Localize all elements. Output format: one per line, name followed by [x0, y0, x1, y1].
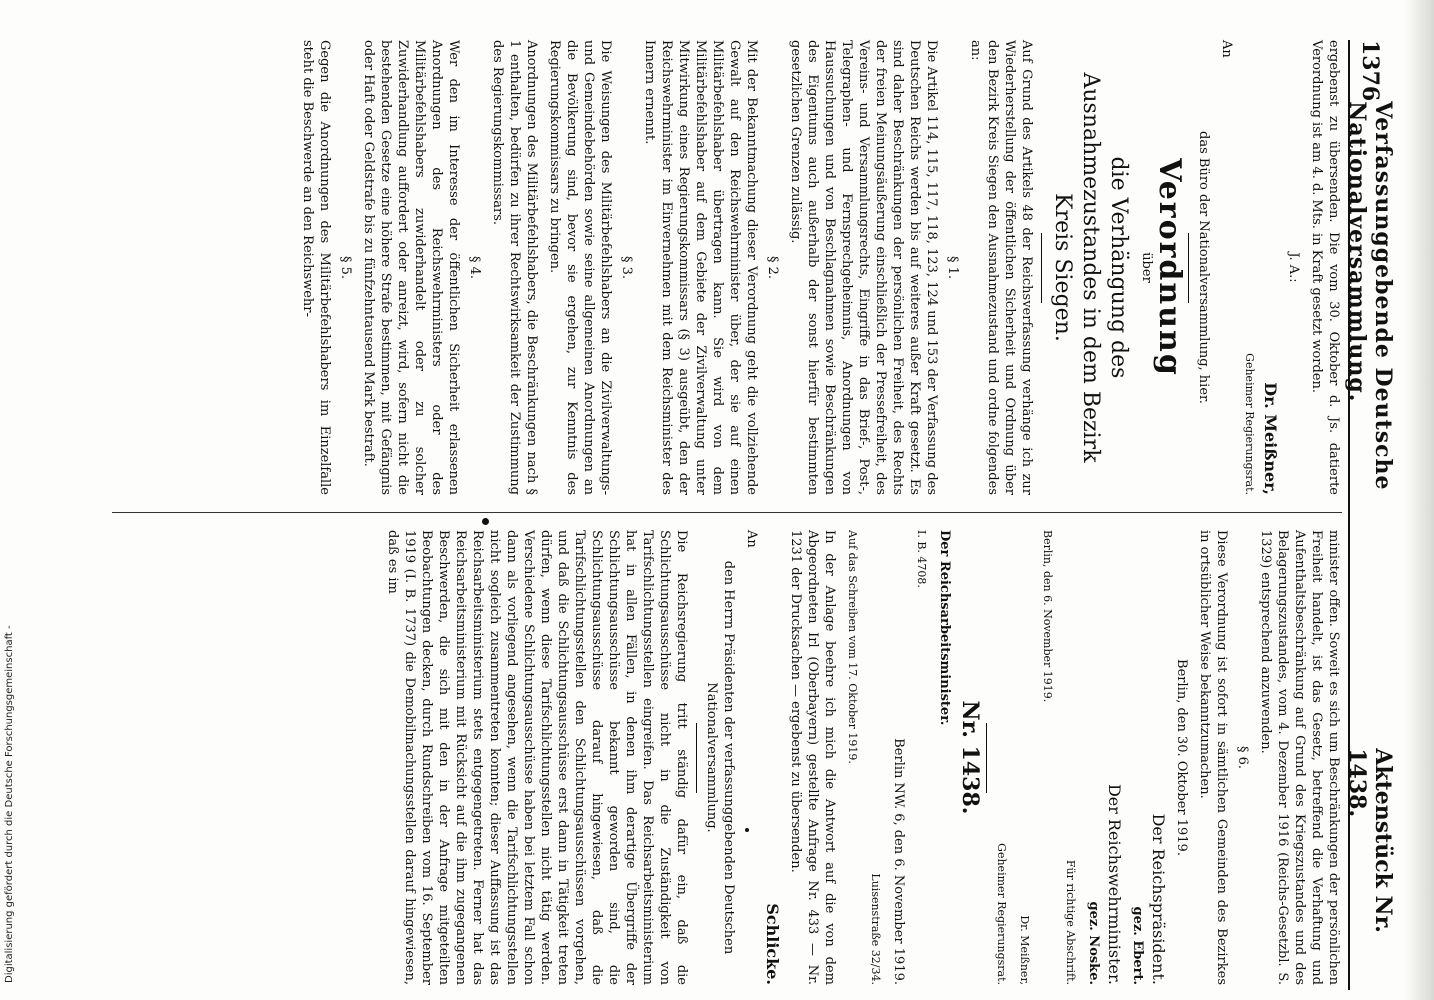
ia-label: J. A.:	[1286, 252, 1301, 283]
signer-name: Dr. Meißner,	[1261, 382, 1280, 495]
letter-addressee: den Herrn Präsidenten der verfassunggebenden Deutschen Nationalversammlung.	[704, 560, 736, 955]
column-divider	[112, 512, 1342, 513]
section-4-text: Wer den im Interesse der öffentlichen Sicherheit erlassenen Anordnungen des Reichswehrministers oder des Militärbefehlshabers zuwiderhandelt oder zu solcher Zuwiderhandlung auffordert oder anreizt, wird, sofern nicht die bestehenden Gesetze eine höhere Strafe bestimmen, mit Gefängnis oder Haft oder Geldstrafe bis zu fünfzehntausend Mark bestraft.	[361, 40, 461, 495]
document-nr-heading: Nr. 1438.	[957, 700, 983, 815]
president-signature: gez. Ebert.	[1130, 906, 1145, 985]
section-6-text: Diese Verordnung ist sofort in sämtlichen Gemeinden des Bezirkes in ortsüblicher Weise bekanntzumachen.	[1197, 530, 1229, 985]
letter-signer: Schlicke.	[763, 903, 782, 985]
reference-number: I. B. 4708.	[915, 530, 928, 588]
signer-title: Geheimer Regierungsrat.	[1243, 353, 1256, 495]
separator-rule-3	[986, 723, 987, 793]
ink-dot	[482, 518, 489, 525]
section-6: § 6.	[1235, 745, 1250, 770]
header-title: Verfassunggebende Deutsche Nationalversammlung.	[1344, 101, 1396, 491]
street-address: Luisenstraße 32/34.	[869, 873, 882, 985]
section-1: § 1.	[945, 255, 960, 280]
section-5-text: Gegen die Anordnungen des Militärbefehlshabers im Einzelfalle steht die Beschwerde an den Reichswehr-	[300, 40, 332, 495]
minister-title: Der Reichswehrminister.	[1105, 783, 1124, 985]
answer-text: Die Reichsregierung tritt ständig dafür ein, daß die Schlichtungsausschüsse nicht in die Zuständigkeit von Tarifschlichtungsstellen eingreifen. Das Reichsarbeitsministerium hat in allen Fällen, in denen ihm derartige Übergriffe der Schlichtungsausschüsse bekannt geworden sind, die Schlichtungsausschüsse darauf hingewiesen, daß die Tarifschlichtungsstellen den Schlichtungsausschüssen vorgehen, und daß die Schlichtungsausschüsse erst dann in Tätigkeit treten dürfen, wenn diese Tarifschlichtungsstellen nicht tätig werden. Verschiedene Schlichtungsausschüsse haben bei letztem Fall schon dann als vorliegend angesehen, wenn die Tarifschlichtungsstellen nicht sogleich zusammentreten konnten; dieser Auffassung ist das Reichsarbeitsministerium stets entgegengetreten. Ferner hat das Reichsarbeitsministerium mit Rücksicht auf die ihm zugegangenen Beschwerden, die sich mit den in der Anfrage mitgeteilten Beobachtungen decken, durch Rundschreiben vom 16. September 1919 (I. B. 1737) die Demobilmachungsstellen darauf hingewiesen, daß es im	[385, 530, 689, 985]
sender: Der Reichsarbeitsminister.	[937, 530, 952, 726]
digitization-note	[4, 4, 20, 994]
addressee: das Büro der Nationalversammlung, hier.	[1196, 131, 1211, 404]
president-title: Der Reichspräsident.	[1149, 813, 1168, 985]
an-label: An	[1219, 40, 1234, 58]
ueber-label: über	[1139, 252, 1154, 283]
copy-signer: Dr. Meißner,	[1018, 915, 1031, 985]
page-edge-shadow	[1404, 0, 1434, 1000]
section-2-text: Mit der Bekanntmachung dieser Verordnung geht die vollziehende Gewalt auf den Reichswehrminister über, der sie auf einen Militärbefehlshaber übertragen kann. Sie wird von dem Militärbefehlshaber auf dem Gebiete der Zivilverwaltung unter Mitwirkung eines Regierungskommissars (§ 3) ausgeübt, den der Reichswehrminister im Einvernehmen mit dem Reichsminister des Innern ernennt.	[642, 40, 759, 495]
copy-signer-title: Geheimer Regierungsrat.	[995, 843, 1008, 985]
section-3-text-2: Anordnungen des Militärbefehlshabers, die Beschränkungen nach § 1 enthalten, bedürfen zu ihrer Rechtswirksamkeit der Zustimmung des Regierungskommissars.	[490, 40, 539, 495]
digitization-note-text: Digitalisierung gefördert durch die Deutsche Forschungsgemeinschaft -	[4, 625, 15, 983]
minister-signature: gez. Noske.	[1086, 901, 1101, 985]
letter-date: Berlin NW. 6, den 6. November 1919.	[891, 738, 906, 985]
document-number: Aktenstück Nr. 1438.	[1344, 748, 1396, 933]
intro-text: ergebenst zu übersenden. Die vom 30. Oktober d. Js. datierte Verordnung ist am 4. d. Mts. in Kraft gesetzt worden.	[1309, 40, 1341, 495]
ink-dot-small	[745, 828, 749, 832]
page-number: 1376	[1357, 40, 1383, 102]
separator-rule-4	[696, 723, 697, 793]
separator-rule	[1188, 233, 1189, 303]
left-column	[293, 40, 1342, 495]
section-4: § 4.	[467, 255, 482, 280]
decree-subheading: die Verhängung des Ausnahmezustandes in dem Bezirk Kreis Siegen.	[1050, 72, 1131, 463]
copy-date: Berlin, den 6. November 1919.	[1041, 530, 1054, 703]
decree-heading: Verordnung	[1152, 158, 1187, 377]
section-3-text: Die Weisungen des Militärbefehlshabers an die Zivilverwaltungs- und Gemeindebehörden sowie seine allgemeinen Anordnungen an die Bevölkerung sind, bevor sie ergehen, zur Kenntnis des Regierungskommissars zu bringen.	[547, 40, 613, 495]
letter-body: In der Anlage beehre ich mich die Antwort auf die von dem Abgeordneten Irl (Oberbayern) gestellte Anfrage Nr. 433 — Nr. 1231 der Drucksachen — ergebenst zu übersenden.	[788, 530, 837, 985]
place-date: Berlin, den 30. Oktober 1919.	[1174, 659, 1189, 856]
letter-an-label: An	[744, 530, 759, 548]
rotated-document-page	[90, 40, 1396, 990]
preamble-text: Auf Grund des Artikels 48 der Reichsverfassung verhänge ich zur Wiederherstellung der öffentlichen Sicherheit und Ordnung über den Bezirk Kreis Siegen den Ausnahmezustand und ordne folgendes an:	[968, 40, 1034, 495]
section-5: § 5.	[338, 255, 353, 280]
right-column	[378, 530, 1342, 985]
continued-text: minister offen. Soweit es sich um Beschränkungen der persönlichen Freiheit handelt, ist das Gesetz, betreffend die Verhaftung und Aufenthaltsbeschränkung auf Grund des Kriegszustandes und des Belagerungszustandes, vom 4. Dezember 1916 (Reichs-Gesetzbl. S. 1329) entsprechend anzuwenden.	[1258, 530, 1341, 985]
section-3: § 3.	[619, 255, 634, 280]
separator-rule-2	[1041, 233, 1042, 303]
copy-note: Für richtige Abschrift.	[1064, 859, 1077, 985]
section-2: § 2.	[765, 255, 780, 280]
section-1-text: Die Artikel 114, 115, 117, 118, 123, 124 und 153 der Verfassung des Deutschen Reichs werden bis auf weiteres außer Kraft gesetzt. Es sind daher Beschränkungen der persönlichen Freiheit, des Rechts der freien Meinungsäußerung einschließlich der Pressefreiheit, des Vereins- und Versammlungsrechts, Eingriffe in das Brief-, Post-, Telegraphen- und Fernsprechgeheimnis, Anordnungen von Haussuchungen und von Beschlagnahmen sowie Beschränkungen des Eigentums auch außerhalb der sonst hierfür bestimmten gesetzlichen Grenzen zulässig.	[788, 40, 939, 495]
letter-reference: Auf das Schreiben vom 17. Oktober 1919.	[846, 530, 859, 764]
page-header	[1344, 40, 1396, 990]
